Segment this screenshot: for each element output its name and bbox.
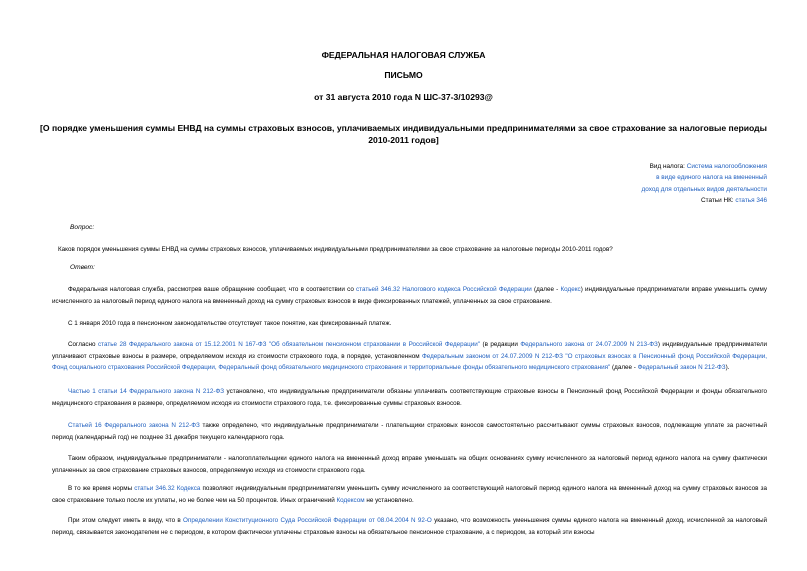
p8-text-a: При этом следует иметь в виду, что в [68,517,184,524]
p1-link-kodeks[interactable]: Кодекс [560,286,581,293]
tax-type-link-1[interactable]: Система налогообложения [686,163,767,170]
p3-text-a: Согласно [68,341,98,348]
paragraph-1 [52,284,767,307]
tax-type-row [467,161,767,172]
answer-label: Ответ: [70,264,95,271]
p3-link-law-213[interactable]: Федерального закона от 24.07.2009 N 213-ФЗ [520,341,658,348]
p3-link-law-212-short[interactable]: Федеральный закон N 212-ФЗ [637,364,726,372]
paragraph-7 [52,483,767,506]
question-label: Вопрос: [70,224,95,231]
doc-date-number: от 31 августа 2010 года N ШС-37-3/10293@ [314,92,493,102]
paragraph-6: Таким образом, индивидуальные предприниматели - налогоплательщики единого налога на вмененный доход вправе уменьшать на общих основаниях сумму исчисленного за налоговый период единого налога на сумму фактически уплаченных за свое страхование страховых взносов, определяемую исходя из стоимости страхового года. [52,455,767,474]
p1-text-c: ) индивидуальные предприниматели вправе уменьшить сумму исчисленного за налоговый период единого налога на вмененный доход на сумму страховых взносов в виде фиксированных платежей, уплаченных за свое страхование. [52,286,767,305]
p3-link-law-212[interactable]: Федеральным законом от 24.07.2009 N 212-ФЗ "О страховых взносах в Пенсионный фонд Российской Федерации, Фонд социального страхования Российской Федерации, Федеральный фонд обязательного медицинского страхования и территориальные фонды обязательного медицинского страхования" [52,352,767,372]
p7-link-kodeks[interactable]: Кодексом [336,496,365,504]
p3-text-c: ) индивидуальные предприниматели уплачивают страховые взносы в размере, определяемом исходя из стоимости страхового года, в порядке, установленном [52,341,768,360]
paragraph-2: С 1 января 2010 года в пенсионном законодательстве отсутствует такое понятие, как фиксированный платеж. [68,320,392,327]
doc-subject: [О порядке уменьшения суммы ЕНВД на суммы страховых взносов, уплачиваемых индивидуальными предпринимателями за свое страхование за налоговые периоды 2010-2011 годов] [40,123,767,145]
p3-text-b: (в редакции [480,341,521,348]
p1-link-article-346-32[interactable]: статьей 346.32 Налогового кодекса Российской Федерации [356,286,532,293]
article-link[interactable]: статья 346 [735,197,767,205]
p4-text-a: установлено, что индивидуальные предприниматели обязаны уплачивать соответствующие страховые взносы в Пенсионный фонд Российской Федерации и фонды обязательного медицинского страхования в размере, определяемом исходя из стоимости страхового года, т.е. фиксированные суммы страховых взносов. [52,388,767,407]
paragraph-3 [52,339,767,374]
p1-text-b: (далее - [531,286,561,293]
doc-type: ПИСЬМО [384,70,423,80]
p5-link-article-16[interactable]: Статьей 16 Федерального закона N 212-ФЗ [68,422,200,429]
paragraph-5 [52,420,767,443]
p8-text-b: указано, что возможность уменьшения суммы единого налога на вмененный доход, исчисленной за налоговый период, связывается законодателем не с периодом, в котором фактически уплачены страховые взносы на обязательное пенсионное страхование, а с периодом, за который эти взносы [52,517,767,536]
p5-text-a: также определено, что индивидуальные предприниматели - плательщики страховых взносов самостоятельно рассчитывают суммы страховых взносов, подлежащие уплате за расчетный период (календарный год) не позднее 31 декабря текущего календарного года. [52,422,767,441]
p3-text-e: ). [725,364,730,372]
p7-text-a: В то же время нормы [68,485,135,492]
p3-text-d: (далее - [610,364,638,372]
p8-link-const-court[interactable]: Определении Конституционного Суда Российской Федерации от 08.04.2004 N 92-О [183,517,432,524]
paragraph-4 [52,386,767,409]
article-row [467,195,767,206]
article-label: Статьи НК: [700,197,734,205]
p7-text-c: не установлено. [364,496,414,504]
tax-type-link-3[interactable]: доход для отдельных видов деятельности [641,185,767,193]
p7-text-b: позволяют индивидуальным предпринимателям уменьшить сумму исчисленного за соответствующий налоговый период единого налога на вмененный доход на сумму страховых взносов за свое страхование только после их уплаты, но не более чем на 50 процентов. Иных ограничений [52,485,767,504]
p3-link-law-167[interactable]: статье 28 Федерального закона от 15.12.2001 N 167-ФЗ "Об обязательном пенсионном страховании в Российской Федерации" [98,341,481,348]
tax-type-link-2[interactable]: в виде единого налога на вмененный [656,174,767,182]
tax-type-label: Вид налога: [649,163,685,170]
agency-title: ФЕДЕРАЛЬНАЯ НАЛОГОВАЯ СЛУЖБА [321,50,486,60]
p7-link-article-346-32[interactable]: статьи 346.32 Кодекса [134,485,201,492]
p1-text-a: Федеральная налоговая служба, рассмотрев ваше обращение сообщает, что в соответствии со [68,286,357,293]
doc-metadata [467,161,767,207]
p4-link-article-14[interactable]: Частью 1 статьи 14 Федерального закона N 212-ФЗ [68,388,225,395]
paragraph-8 [52,515,767,538]
question-text: Каков порядок уменьшения суммы ЕНВД на суммы страховых взносов, уплачиваемых индивидуальными предпринимателями за свое страхование за налоговые периоды 2010-2011 годов? [58,246,613,253]
